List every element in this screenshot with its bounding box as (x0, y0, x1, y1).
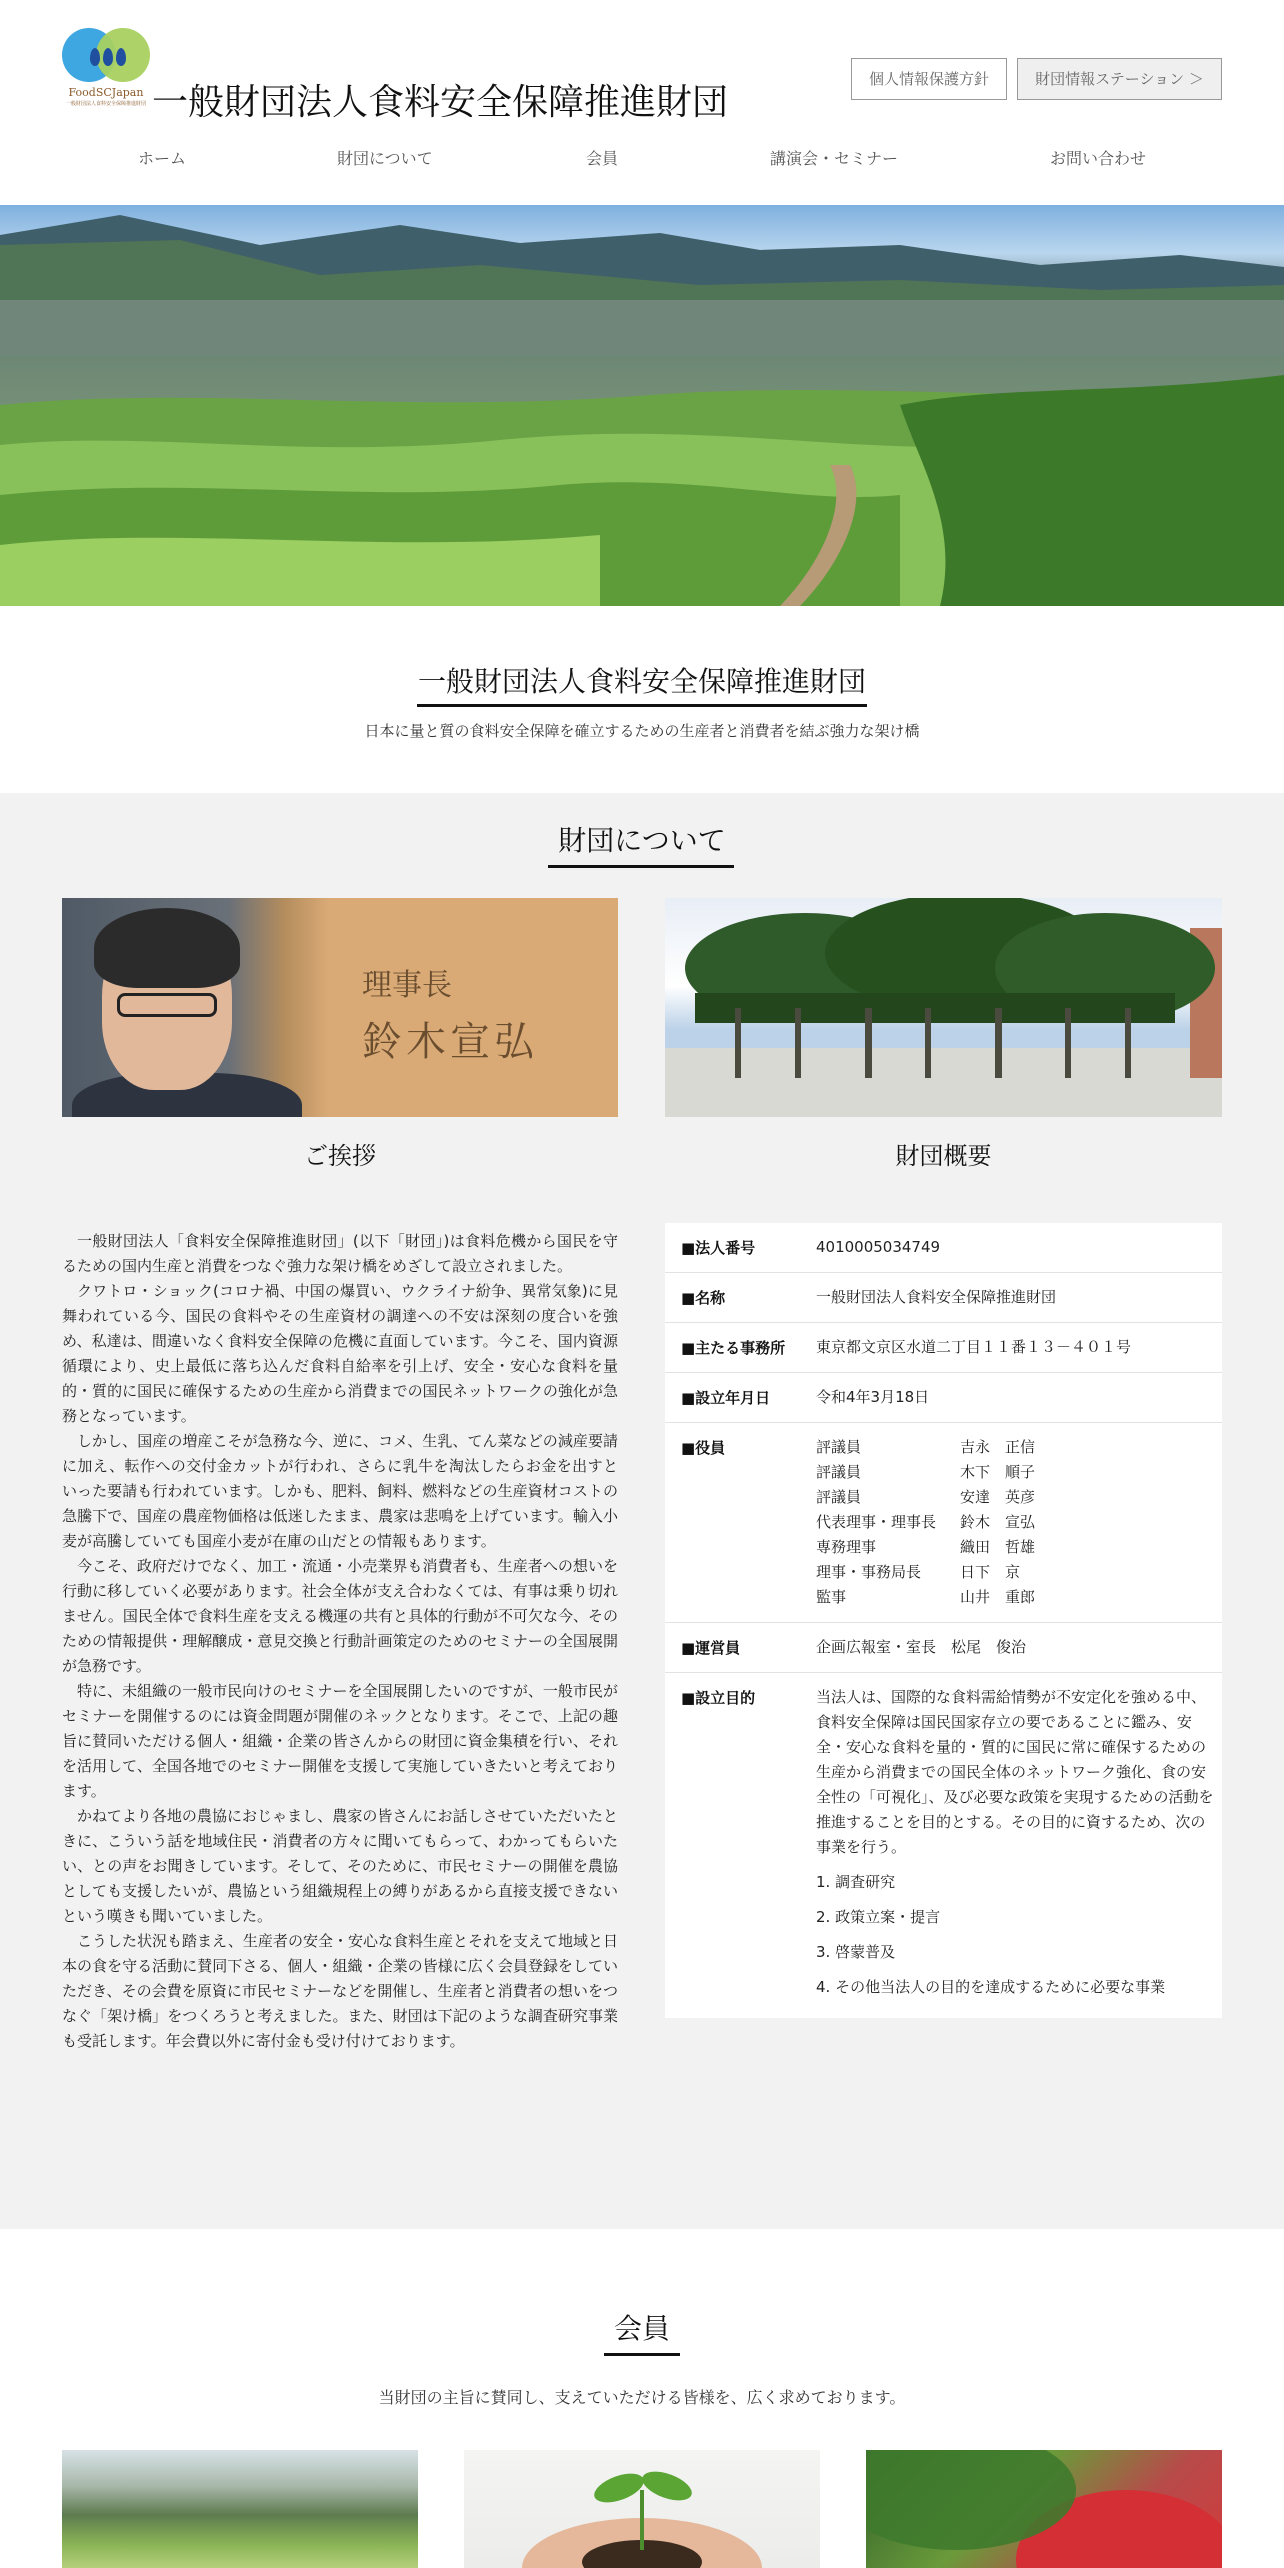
overview-row-name: ■名称 一般財団法人食料安全保障推進財団 (665, 1273, 1222, 1323)
officer-entry: 評議員 安達 英彦 (816, 1488, 1036, 1506)
officer-entry: 代表理事・理事長 鈴木 宣弘 (816, 1513, 1036, 1531)
officer-entry: 監事 山井 重郎 (816, 1588, 1036, 1606)
intro-section (0, 606, 1284, 793)
member-photo-farmland[interactable] (62, 2450, 418, 2568)
greeting-paragraph: かねてより各地の農協におじゃまし、農家の皆さんにお話しさせていただいたときに、こういう話を地域住民・消費者の方々に聞いてもらって、わかってもらいたい、との声をお聞きしています。そして、そのために、市民セミナーの開催を農協としても支援したいが、農協という組織規程上の縛りがあるから直接支援できないという嘆きも聞いていました。 (62, 1807, 618, 1925)
greeting-paragraph: クワトロ・ショック(コロナ禍、中国の爆買い、ウクライナ紛争、異常気象)に見舞われている今、国民の食料やその生産資材の調達への不安は深刻の度合いを強め、私達は、間違いなく食料安全保障の危機に直面しています。今こそ、国内資源循環により、史上最低に落ち込んだ食料自給率を引上げ、安全・安心な食料を量的・質的に国民に確保するための生産から消費までの国民ネットワークの強化が急務となっています。 (62, 1282, 618, 1425)
privacy-policy-button[interactable]: 個人情報保護方針 (851, 58, 1007, 100)
greeting-paragraph: 今こそ、政府だけでなく、加工・流通・小売業界も消費者も、生産者への想いを行動に移していく必要があります。社会全体が支え合わなくては、有事は乗り切れません。国民全体で食料生産を支える機運の共有と具体的行動が不可欠な今、そのための情報提供・理解醸成・意見交換と行動計画策定のためのセミナーの全国展開が急務です。 (62, 1557, 618, 1675)
nav-item-seminars[interactable]: 講演会・セミナー (770, 149, 899, 168)
about-section (0, 793, 1284, 2229)
overview-heading: 財団概要 (895, 1142, 992, 1170)
site-header (0, 0, 1284, 205)
chairman-role-label: 理事長 (362, 968, 452, 1003)
foundation-station-button[interactable]: 財団情報ステーション ＞ (1017, 58, 1222, 100)
main-nav (62, 140, 1222, 176)
greeting-paragraph: しかし、国産の増産こそが急務な今、逆に、コメ、生乳、てん菜などの減産要請に加え、転作への交付金カットが行われ、さらに乳牛を淘汰したらお金を出すといった要請も行われています。しかも、肥料、飼料、燃料などの生産資材コストの急騰下で、国産の農産物価格は低迷したまま、農家は悲鳴を上げています。輸入小麦が高騰していても国産小麦が在庫の山だとの情報もあります。 (62, 1432, 618, 1550)
purpose-text: 当法人は、国際的な食料需給情勢が不安定化を強める中、食料安全保障は国民国家存立の要であることに鑑み、安全・安心な食料を量的・質的に国民に常に確保するための生産から消費までの国民全体のネットワーク強化、食の安全性の「可視化」、及び必要な政策を実現するための活動を推進することを目的とする。その目的に資するため、次の事業を行う。 (816, 1688, 1214, 1856)
overview-row-office: ■主たる事務所 東京都文京区水道二丁目１１番１３－４０１号 (665, 1323, 1222, 1373)
officer-entry: 専務理事 織田 哲雄 (816, 1538, 1036, 1556)
overview-row-staff: ■運営員 企画広報室・室長 松尾 俊治 (665, 1623, 1222, 1673)
banyan-tree-photo (665, 898, 1222, 1117)
nav-item-members[interactable]: 会員 (586, 149, 619, 168)
intro-title: 一般財団法人食料安全保障推進財団 (417, 665, 866, 698)
overview-row-purpose: ■設立目的 当法人は、国際的な食料需給情勢が不安定化を強める中、食料安全保障は国民国家存立の要であることに鑑み、安全・安心な食料を量的・質的に国民に常に確保するための生産から消費までの国民全体のネットワーク強化、食の安全性の「可視化」、及び必要な政策を実現するための活動を推進することを目的とする。その目的に資するため、次の事業を行う。 1. 調査研究 2. 政策立案・提言 3. 啓蒙普及 4. その他当法人の目的を達成するために必要な事業 (665, 1673, 1222, 2018)
member-photo-apple[interactable] (866, 2450, 1222, 2568)
members-title: 会員 (613, 2312, 670, 2345)
members-subtitle: 当財団の主旨に賛同し、支えていただける皆様を、広く求めております。 (378, 2388, 906, 2407)
chairman-name-label: 鈴木宣弘 (362, 1019, 538, 1065)
intro-title-underline (417, 704, 867, 707)
overview-row-established: ■設立年月日 令和4年3月18日 (665, 1373, 1222, 1423)
overview-table (665, 1223, 1222, 2018)
member-photo-seedling[interactable] (464, 2450, 820, 2568)
purpose-item: 3. 啓蒙普及 (816, 1943, 896, 1961)
logo-drops-icon (84, 42, 132, 72)
nav-item-about[interactable]: 財団について (337, 149, 433, 168)
about-title-underline (548, 865, 734, 868)
logo-text: FoodSCJapan (68, 86, 144, 99)
overview-row-corp-number: ■法人番号 4010005034749 (665, 1223, 1222, 1273)
officer-entry: 理事・事務局長 日下 京 (816, 1563, 1021, 1581)
about-title: 財団について (558, 824, 726, 857)
greeting-paragraph: 一般財団法人「食料安全保障推進財団」(以下「財団」)は食料危機から国民を守るための国内生産と消費をつなぐ強力な架け橋をめざして設立されました。 (62, 1232, 618, 1275)
officer-entry: 評議員 吉永 正信 (816, 1438, 1036, 1456)
hero-landscape-image (0, 205, 1284, 606)
purpose-item: 1. 調査研究 (816, 1873, 896, 1891)
overview-row-officers: ■役員 評議員 吉永 正信 評議員 木下 順子 評議員 安達 英彦 代表理事・理事長 鈴木 宣弘 専務理事 織田 哲雄 理事・事務局長 日下 京 監事 山井 重郎 (665, 1423, 1222, 1623)
members-section (0, 2229, 1284, 2568)
site-title[interactable]: 一般財団法人食料安全保障推進財団 (152, 82, 729, 123)
site-logo[interactable] (60, 26, 152, 108)
intro-subtitle: 日本に量と質の食料安全保障を確立するための生産者と消費者を結ぶ強力な架け橋 (364, 722, 920, 740)
logo-subtext: 一般財団法人食料安全保障推進財団 (65, 101, 146, 107)
nav-item-home[interactable]: ホーム (138, 149, 187, 168)
greeting-paragraph: 特に、未組織の一般市民向けのセミナーを全国展開したいのですが、一般市民がセミナーを開催するのには資金問題が開催のネックとなります。そこで、上記の趣旨に賛同いただける個人・組織・企業の皆さんからの財団に資金集積を行い、それを活用して、全国各地でのセミナー開催を支援して実施していきたいと考えております。 (62, 1682, 618, 1800)
chairman-photo (62, 898, 618, 1117)
officer-entry: 評議員 木下 順子 (816, 1463, 1036, 1481)
nav-item-contact[interactable]: お問い合わせ (1050, 149, 1147, 168)
greeting-text (62, 1229, 618, 2054)
purpose-item: 4. その他当法人の目的を達成するために必要な事業 (816, 1978, 1166, 1996)
greeting-heading: ご挨拶 (304, 1142, 376, 1170)
greeting-paragraph: こうした状況も踏まえ、生産者の安全・安心な食料生産とそれを支えて地域と日本の食を守る活動に賛同下さる、個人・組織・企業の皆様に広く会員登録をしていただき、その会費を原資に市民セミナーなどを開催し、生産者と消費者の想いをつなぐ「架け橋」をつくろうと考えました。また、財団は下記のような調査研究事業も受託します。年会費以外に寄付金も受け付けております。 (62, 1932, 618, 2050)
members-title-underline (604, 2353, 680, 2356)
purpose-item: 2. 政策立案・提言 (816, 1908, 941, 1926)
